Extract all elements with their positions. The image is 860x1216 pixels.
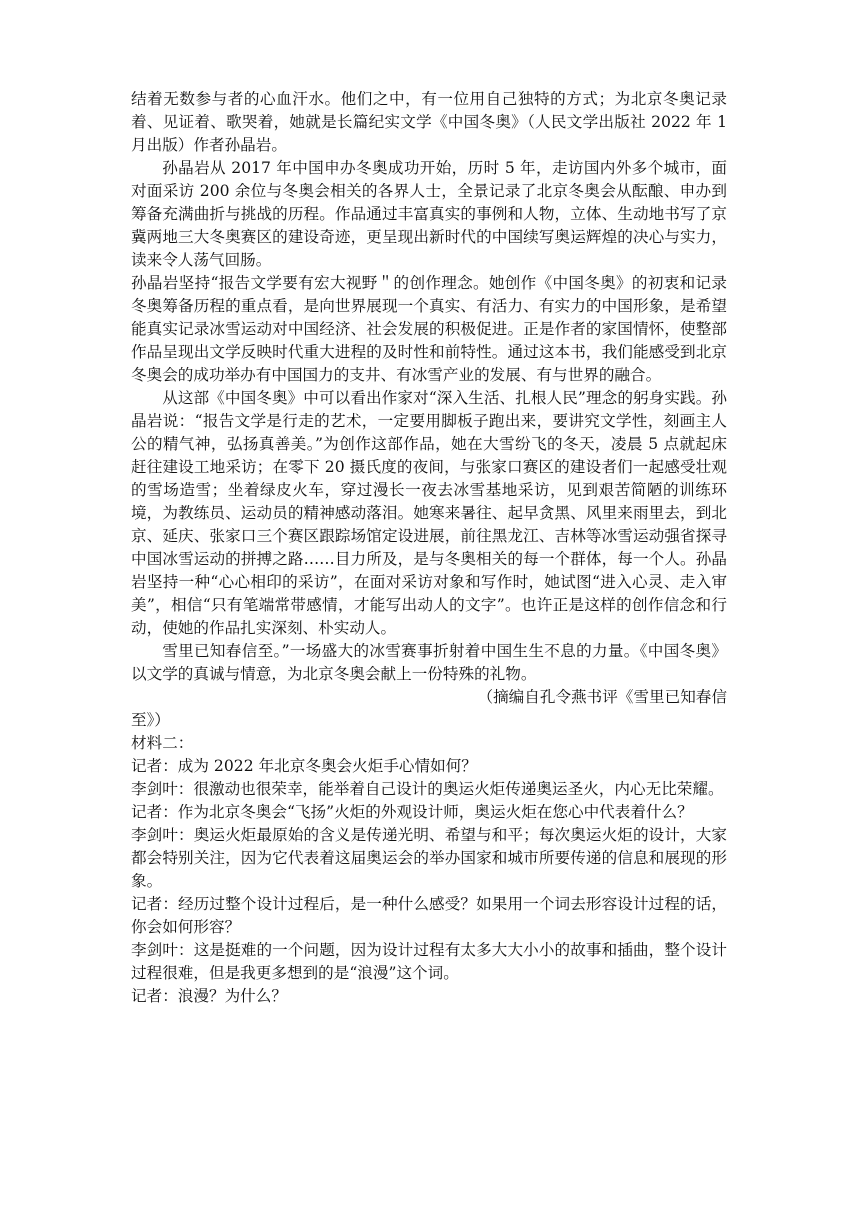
interview-question-4: 记者：浪漫？为什么？ [131, 987, 287, 1005]
source-citation-line1: （摘编自孔令燕书评《雪里已知春信 [477, 688, 727, 706]
interview-question-3: 记者：经历过整个设计过程后，是一种什么感受？如果用一个词去形容设计过程的话，你会如何形容？ [131, 895, 727, 936]
paragraph-intro: 结着无数参与者的心血汗水。他们之中，有一位用自己独特的方式；为北京冬奥记录着、见证着、歌哭着，她就是长篇纪实文学《中国冬奥》（人民文学出版社 2022 年 1 月出版）作者孙晶岩。 [131, 90, 727, 154]
interview-answer-1: 李剑叶：很激动也很荣幸，能举着自己设计的奥运火炬传递奥运圣火，内心无比荣耀。 [131, 780, 724, 798]
document-body [131, 88, 727, 1008]
paragraph-practice: 从这部《中国冬奥》中可以看出作家对“深入生活、扎根人民”理念的躬身实践。孙晶岩说：“报告文学是行走的艺术，一定要用脚板子跑出来，要讲究文学性，刻画主人公的精气神，弘扬真善美。”为创作这部作品，她在大雪纷飞的冬天，凌晨 5 点就起床赶往建设工地采访；在零下 20 摄氏度的夜间，与张家口赛区的建设者们一起感受壮观的雪场造雪；坐着绿皮火车，穿过漫长一夜去冰雪基地采访，见到艰苦简陋的训练环境，为教练员、运动员的精神感动落泪。她寒来暑往、起早贪黑、风里来雨里去，到北京、延庆、张家口三个赛区跟踪场馆定设进展，前往黑龙江、吉林等冰雪运动强省探寻中国冰雪运动的拼搏之路……目力所及，是与冬奥相关的每一个群体，每一个人。孙晶岩坚持一种“心心相印的采访”，在面对采访对象和写作时，她试图“进入心灵、走入审美”，相信“只有笔端常带感情，才能写出动人的文字”。也许正是这样的创作信念和行动，使她的作品扎实深刻、朴实动人。 [131, 389, 727, 637]
interview-question-1: 记者：成为 2022 年北京冬奥会火炬手心情如何？ [131, 757, 477, 775]
paragraph-sun-jingyan-interviews: 孙晶岩从 2017 年中国申办冬奥成功开始，历时 5 年，走访国内外多个城市，面对面采访 200 余位与冬奥会相关的各界人士，全景记录了北京冬奥会从酝酿、申办到筹备充满曲折与挑战的历程。作品通过丰富真实的事例和人物，立体、生动地书写了京冀两地三大冬奥赛区的建设奇迹，更呈现出新时代的中国续写奥运辉煌的决心与实力，读来令人荡气回肠。 [131, 159, 727, 269]
interview-answer-3: 李剑叶：这是挺难的一个问题，因为设计过程有太多大大小小的故事和插曲，整个设计过程很难，但是我更多想到的是“浪漫”这个词。 [131, 941, 727, 982]
paragraph-conclusion: 雪里已知春信至。”一场盛大的冰雪赛事折射着中国生生不息的力量。《中国冬奥》以文学的真诚与情意，为北京冬奥会献上一份特殊的礼物。 [131, 642, 727, 683]
source-citation-line2: 至》） [131, 711, 170, 729]
interview-answer-2: 李剑叶：奥运火炬最原始的含义是传递光明、希望与和平；每次奥运火炬的设计，大家都会特别关注，因为它代表着这届奥运会的举办国家和城市所要传递的信息和展现的形象。 [131, 826, 727, 890]
paragraph-creative-philosophy: 孙晶岩坚持“报告文学要有宏大视野＂的创作理念。她创作《中国冬奥》的初衷和记录冬奥筹备历程的重点看，是向世界展现一个真实、有活力、有实力的中国形象，是希望能真实记录冰雪运动对中国经济、社会发展的积极促进。正是作者的家国情怀，使整部作品呈现出文学反映时代重大进程的及时性和前特性。通过这本书，我们能感受到北京冬奥会的成功举办有中国国力的支井、有冰雪产业的发展、有与世界的融合。 [131, 274, 727, 384]
material-two-heading: 材料二： [131, 734, 194, 752]
interview-question-2: 记者：作为北京冬奥会“飞扬”火炬的外观设计师，奥运火炬在您心中代表着什么？ [131, 803, 693, 821]
